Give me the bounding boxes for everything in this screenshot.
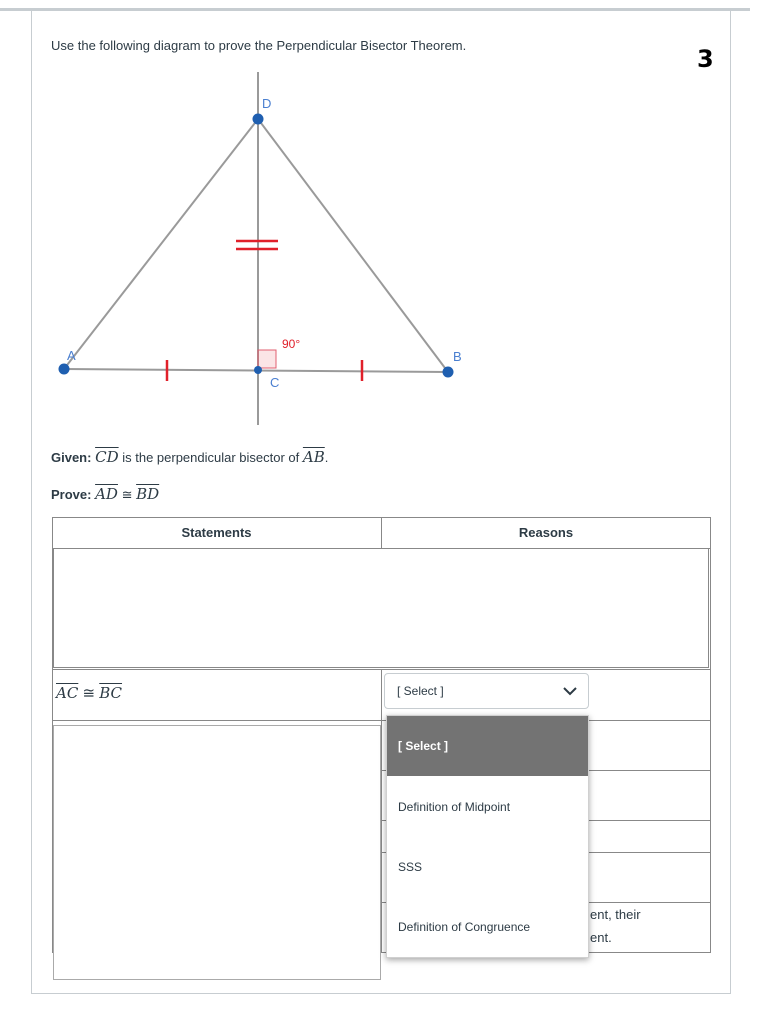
question-number: 3 (697, 45, 714, 73)
triangle-diagram (40, 65, 480, 435)
right-angle-mark (258, 350, 276, 368)
question-prompt: Use the following diagram to prove the Perpendicular Bisector Theorem. (51, 38, 467, 53)
select-value: [ Select ] (397, 684, 444, 698)
reason-text-fragment: ent. (590, 930, 612, 945)
point-c (254, 366, 262, 374)
column-divider (381, 669, 382, 953)
segment-ad (64, 119, 258, 369)
label-d: D (262, 96, 272, 111)
given-segment-ab: $\overline{AB}$ (302, 448, 325, 466)
reason-select[interactable] (384, 673, 589, 709)
segment-ac: $\overline{AC}$ (56, 684, 79, 702)
given-label: Given: (51, 450, 92, 465)
label-b: B (453, 349, 462, 364)
congruent-symbol: ≅ (121, 487, 133, 502)
option-definition-of-midpoint[interactable]: Definition of Midpoint (398, 800, 511, 814)
point-a (59, 364, 70, 375)
congruent-symbol: ≅ (82, 685, 96, 702)
prove-segment-bd: $\overline{BD}$ (136, 485, 160, 503)
statement-drop-zone[interactable] (53, 548, 709, 668)
option-definition-of-congruence[interactable]: Definition of Congruence (398, 920, 531, 934)
point-b (443, 367, 454, 378)
reason-dropdown-menu (386, 715, 589, 958)
label-a: A (67, 348, 76, 363)
given-segment-cd: $\overline{CD}$ (95, 448, 119, 466)
statements-header: Statements (52, 517, 382, 549)
given-end: . (324, 450, 329, 465)
statement-ac-congruent-bc (56, 684, 122, 702)
chevron-down-icon (562, 683, 578, 699)
prove-statement (51, 485, 159, 503)
segment-bc: $\overline{BC}$ (99, 684, 123, 702)
statement-drop-zone-lower[interactable] (53, 725, 381, 980)
angle-label: 90° (282, 337, 301, 351)
label-c: C (270, 375, 280, 390)
given-statement (51, 448, 328, 466)
segment-bd (258, 119, 448, 372)
given-text: is the perpendicular bisector of (122, 450, 300, 465)
reasons-header: Reasons (381, 517, 711, 549)
point-d (253, 114, 264, 125)
option-select[interactable]: [ Select ] (387, 716, 588, 776)
option-sss[interactable]: SSS (398, 860, 423, 874)
prove-segment-ad: $\overline{AD}$ (95, 485, 118, 503)
prove-label: Prove: (51, 487, 92, 502)
reason-text-fragment: ent, their (590, 907, 641, 922)
